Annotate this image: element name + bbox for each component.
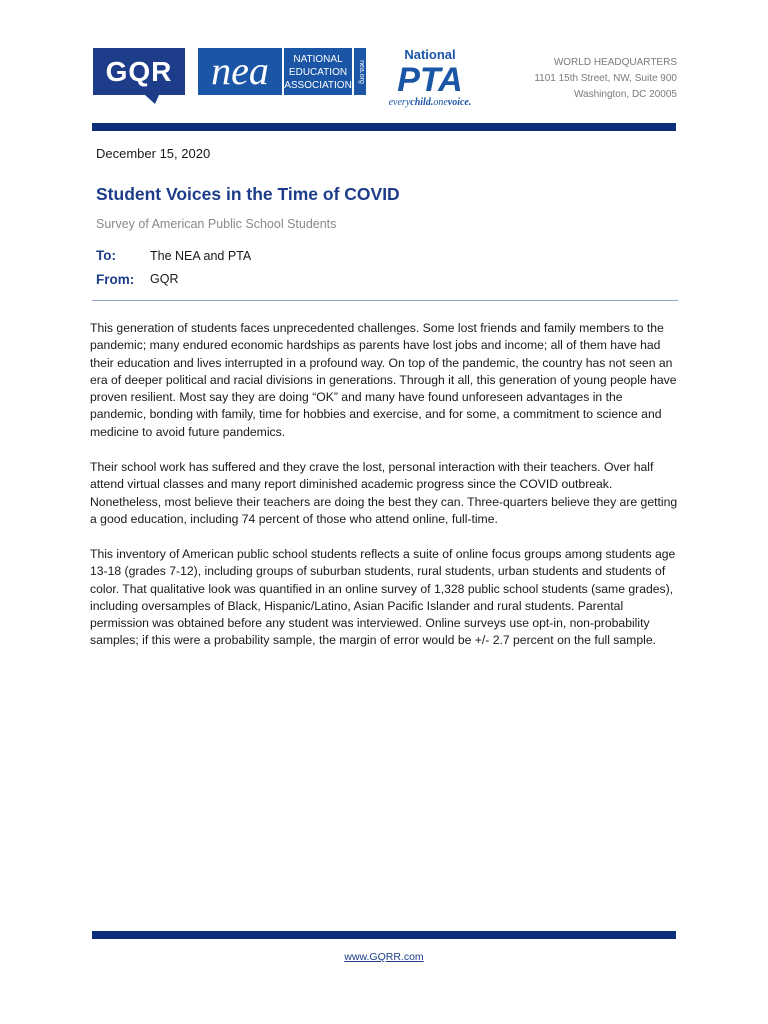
nea-name-line-1: NATIONAL bbox=[293, 54, 343, 65]
body-paragraph-1: This generation of students faces unprecedented challenges. Some lost friends and family members to the pandemic; many endured economic hardships as parents have lost jobs and income; all of them have had their education and lives interrupted in a profound way. On top of the pandemic, the country has not seen an era of deeper political and racial divisions in generations. Through it all, this generation of young people have proven resilient. Most say they are doing “OK” and many have found unforeseen advantages in the pandemic, bonding with family, time for hobbies and exercise, and for some, a commitment to science and medicine to avoid future pandemics. bbox=[90, 321, 677, 439]
address-line-2: 1101 15th Street, NW, Suite 900 bbox=[534, 73, 677, 84]
footer-divider bbox=[92, 931, 676, 939]
gqr-logo bbox=[93, 48, 185, 104]
memo-date: December 15, 2020 bbox=[96, 146, 211, 161]
nea-logo-mark: nea bbox=[211, 48, 269, 93]
nea-name-line-2: EDUCATION bbox=[288, 67, 348, 78]
footer-website-link[interactable]: www.GQRR.com bbox=[344, 951, 424, 963]
pta-logo bbox=[373, 46, 488, 108]
header-divider bbox=[92, 123, 676, 131]
headquarters-address bbox=[480, 55, 677, 103]
pta-tagline: everychild.onevoice. bbox=[388, 97, 472, 108]
pta-mark: PTA bbox=[397, 61, 463, 99]
nea-logo bbox=[198, 48, 366, 95]
from-value: GQR bbox=[150, 272, 179, 286]
memo-divider bbox=[92, 300, 678, 301]
pta-national-text: National bbox=[404, 47, 456, 62]
from-label: From: bbox=[96, 272, 135, 287]
to-value: The NEA and PTA bbox=[150, 249, 252, 263]
nea-name-line-3: ASSOCIATION bbox=[284, 80, 352, 91]
body-paragraph-2: Their school work has suffered and they crave the lost, personal interaction with their teachers. Over half attend virtual classes and many report diminished academic progress since the COVID outbreak. Nonetheless, most believe their teachers are doing the best they can. Three-quarters believe they are getting a good education, including 74 percent of those who attend online, full-time. bbox=[90, 460, 678, 526]
address-line-1: WORLD HEADQUARTERS bbox=[553, 57, 677, 68]
nea-url-text: nea.org bbox=[358, 60, 365, 84]
body-paragraph-3: This inventory of American public school students reflects a suite of online focus groups among students age 13-18 (grades 7-12), including groups of suburban students, rural students, urban students and students of color. That qualitative look was quantified in an online survey of 1,328 public school students (same grades), including oversamples of Black, Hispanic/Latino, Asian Pacific Islander and rural students. Parental permission was obtained before any student was interviewed. Online surveys use opt-in, non-probability samples; if this were a probability sample, the margin of error would be +/- 2.7 percent on the full sample. bbox=[90, 547, 676, 648]
page-subtitle: Survey of American Public School Students bbox=[96, 217, 337, 231]
gqr-logo-text: GQR bbox=[105, 56, 173, 87]
to-label: To: bbox=[96, 248, 116, 263]
address-line-3: Washington, DC 20005 bbox=[573, 89, 677, 100]
page-title: Student Voices in the Time of COVID bbox=[96, 184, 400, 204]
